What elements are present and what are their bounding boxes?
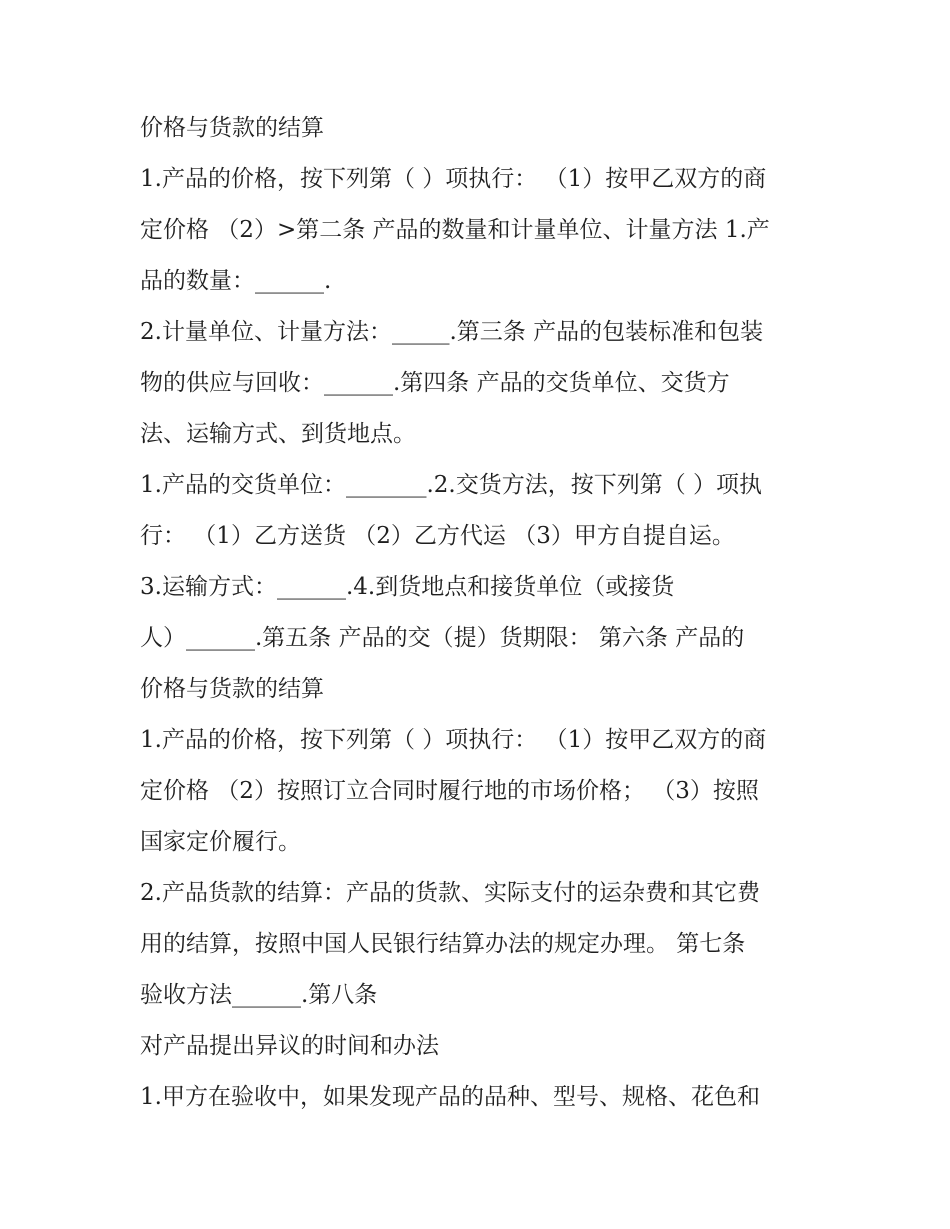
paragraph-line: 2.产品货款的结算：产品的货款、实际支付的运杂费和其它费 — [140, 880, 760, 906]
paragraph-line: 行： （1）乙方送货 （2）乙方代运 （3）甲方自提自运。 — [140, 523, 735, 549]
paragraph-line: 物的供应与回收：______.第四条 产品的交货单位、交货方 — [140, 370, 730, 396]
document-body — [140, 103, 820, 1123]
paragraph-line: 人）______.第五条 产品的交（提）货期限： 第六条 产品的 — [140, 625, 745, 651]
paragraph-line: 价格与货款的结算 — [140, 676, 324, 702]
paragraph-line: 国家定价履行。 — [140, 829, 301, 855]
paragraph-line: 1.甲方在验收中，如果发现产品的品种、型号、规格、花色和 — [140, 1084, 760, 1110]
paragraph-line: 品的数量：______. — [140, 268, 332, 294]
paragraph-line: 对产品提出异议的时间和办法 — [140, 1033, 439, 1059]
paragraph-line: 定价格 （2）按照订立合同时履行地的市场价格； （3）按照 — [140, 778, 759, 804]
paragraph-line: 3.运输方式：______.4.到货地点和接货单位（或接货 — [140, 574, 675, 600]
paragraph-line: 1.产品的价格，按下列第（ ）项执行： （1）按甲乙双方的商 — [140, 166, 767, 192]
paragraph-line: 1.产品的价格，按下列第（ ）项执行： （1）按甲乙双方的商 — [140, 727, 767, 753]
paragraph-line: 价格与货款的结算 — [140, 115, 324, 141]
paragraph-line: 法、运输方式、到货地点。 — [140, 421, 416, 447]
paragraph-line: 验收方法______.第八条 — [140, 982, 378, 1008]
paragraph-line: 1.产品的交货单位：_______.2.交货方法，按下列第（ ）项执 — [140, 472, 763, 498]
paragraph-line: 用的结算，按照中国人民银行结算办法的规定办理。 第七条 — [140, 931, 746, 957]
paragraph-line: 2.计量单位、计量方法：_____.第三条 产品的包装标准和包装 — [140, 319, 764, 345]
paragraph-line: 定价格 （2）>第二条 产品的数量和计量单位、计量方法 1.产 — [140, 217, 770, 243]
